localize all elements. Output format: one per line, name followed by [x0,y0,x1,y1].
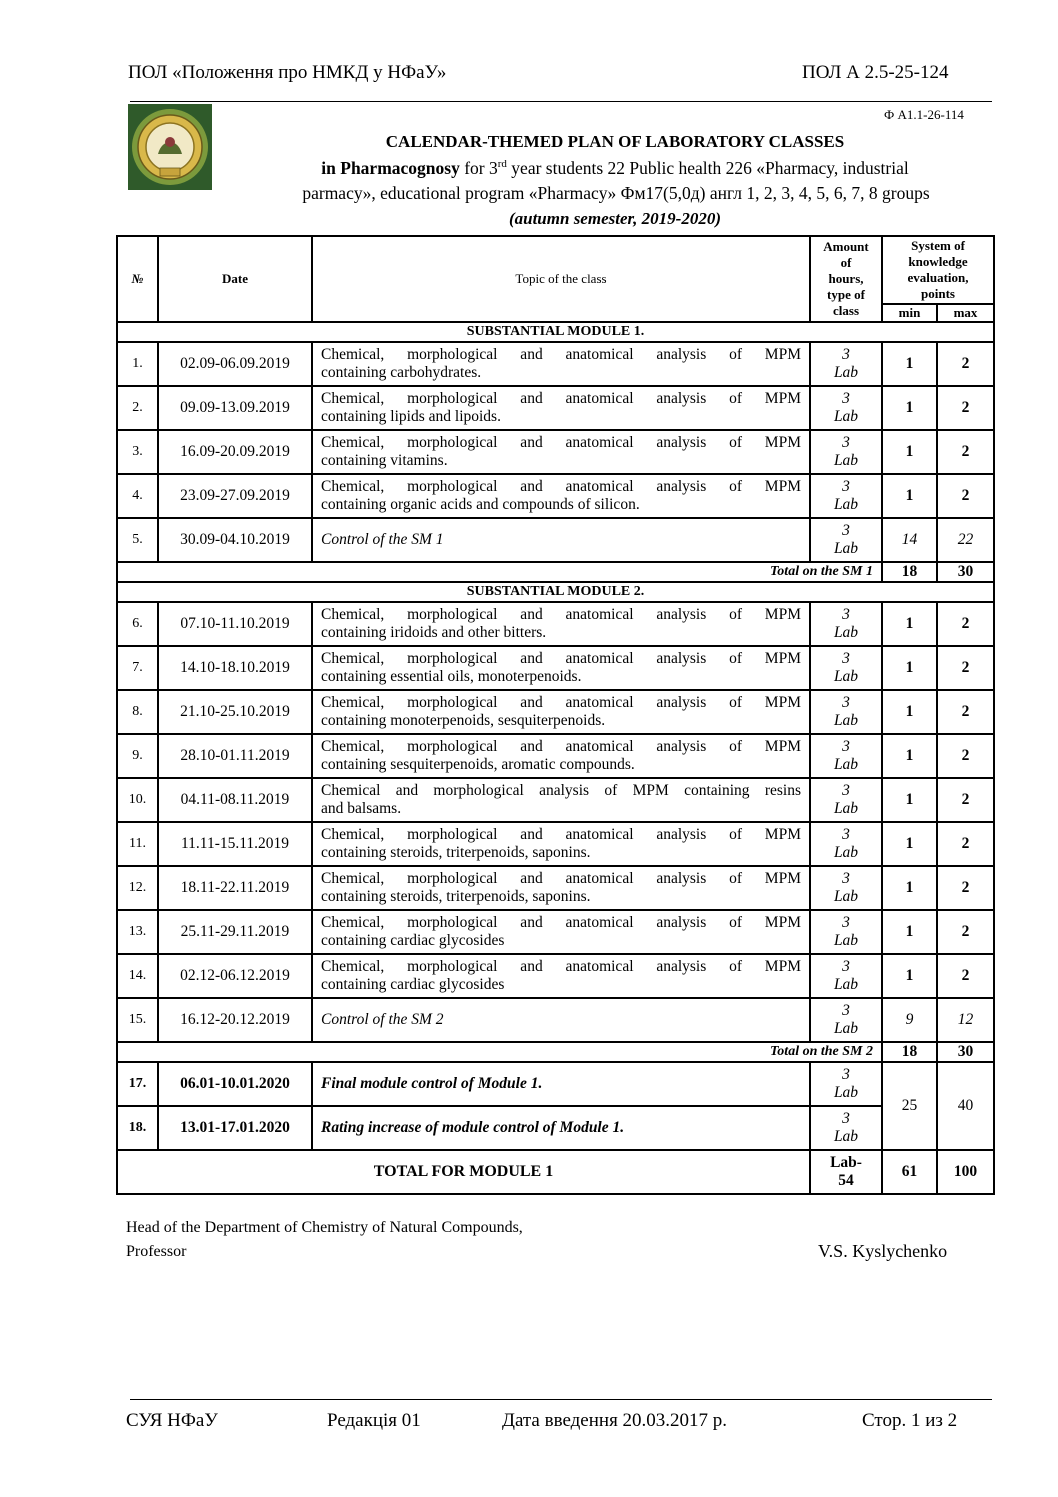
row-date: 23.09-27.09.2019 [158,474,312,518]
grand-total-hours-line2: 54 [838,1172,854,1189]
topic-line2: containing cardiac glycosides [321,976,505,993]
topic-line1: Chemical, morphological and anatomical analysis of MPM [321,826,801,843]
topic-line2: containing sesquiterpenoids, aromatic compounds. [321,756,635,773]
row-number: 18. [117,1106,158,1150]
row-date: 18.11-22.11.2019 [158,866,312,910]
row-number: 14. [117,954,158,998]
topic-cell [312,822,810,866]
table-row [117,954,994,998]
row-max-points: 2 [937,734,994,778]
col-header-date: Date [158,236,312,322]
class-type: Lab [833,1128,859,1145]
topic-line2: containing iridoids and other bitters. [321,624,547,641]
module-label: SUBSTANTIAL MODULE 2. [117,582,994,602]
grand-total-hours-line1: Lab- [830,1154,862,1171]
semester-text: (autumn semester, 2019-2020) [508,209,722,228]
col-header-min: min [882,304,937,322]
grand-total-row [117,1150,994,1194]
row-number: 1. [117,342,158,386]
class-hours: 3 [842,434,850,451]
row-max-points: 2 [937,866,994,910]
row-min-points: 1 [882,954,937,998]
row-min-points: 1 [882,690,937,734]
row-min-points: 1 [882,778,937,822]
class-type-cell [810,386,882,430]
class-type-cell [810,734,882,778]
row-max-points: 2 [937,646,994,690]
class-type: Lab [833,624,859,641]
row-date: 25.11-29.11.2019 [158,910,312,954]
subject-name: in Pharmacognosy [321,158,460,178]
topic-line1: Chemical, morphological and anatomical analysis of MPM [321,390,801,407]
table-row [117,822,994,866]
total-row [117,562,994,582]
row-min-points: 1 [882,866,937,910]
class-type-cell [810,1106,882,1150]
total-max-points: 30 [937,562,994,582]
col-header-max: max [937,304,994,322]
topic-line1: Chemical, morphological and anatomical analysis of MPM [321,914,801,931]
total-min-points: 18 [882,1042,937,1062]
class-type: Lab [833,756,859,773]
class-hours: 3 [842,914,850,931]
subtitle-part-a: for 3 [459,158,498,178]
class-hours: 3 [842,650,850,667]
class-type: Lab [833,932,859,949]
topic-line2: containing steroids, triterpenoids, saponins. [321,888,591,905]
row-min-points: 1 [882,386,937,430]
row-date: 02.12-06.12.2019 [158,954,312,998]
row-date: 14.10-18.10.2019 [158,646,312,690]
row-min-points: 1 [882,734,937,778]
class-type-cell [810,342,882,386]
topic-cell [312,342,810,386]
topic-cell [312,690,810,734]
class-type: Lab [833,364,859,381]
class-hours: 3 [842,694,850,711]
row-max-points: 2 [937,822,994,866]
topic-cell [312,646,810,690]
col-header-number: № [117,236,158,322]
table-row [117,866,994,910]
class-type: Lab [833,408,859,425]
topic-line2: containing lipids and lipoids. [321,408,501,425]
plan-title: CALENDAR-THEMED PLAN OF LABORATORY CLASSES [385,132,845,151]
row-number: 2. [117,386,158,430]
row-date: 16.09-20.09.2019 [158,430,312,474]
row-min-points: 14 [882,518,937,562]
footer-edition: Редакція 01 [327,1410,421,1431]
grand-total-label: TOTAL FOR MODULE 1 [117,1150,810,1194]
final-row [117,1106,994,1150]
topic-line2: and balsams. [321,800,402,817]
plan-subtitle-line1 [250,158,980,179]
topic-line2: containing monoterpenoids, sesquiterpenoids. [321,712,606,729]
row-date: 09.09-13.09.2019 [158,386,312,430]
university-logo [128,104,212,190]
row-date: 07.10-11.10.2019 [158,602,312,646]
topic-cell [312,474,810,518]
class-type-cell [810,866,882,910]
class-type-cell [810,998,882,1042]
row-min-points: 1 [882,910,937,954]
row-number: 5. [117,518,158,562]
class-type-cell [810,602,882,646]
topic-cell [312,430,810,474]
row-max-points: 2 [937,690,994,734]
row-date: 04.11-08.11.2019 [158,778,312,822]
class-type-cell [810,474,882,518]
topic-line2: containing vitamins. [321,452,448,469]
table-row [117,602,994,646]
topic-cell [312,910,810,954]
row-number: 6. [117,602,158,646]
topic-line1: Chemical, morphological and anatomical analysis of MPM [321,346,801,363]
signature-position: Head of the Department of Chemistry of Natural Compounds, [126,1219,523,1236]
total-max-points: 30 [937,1042,994,1062]
table-row [117,474,994,518]
topic-cell [312,386,810,430]
class-type: Lab [833,668,859,685]
topic-line2: containing steroids, triterpenoids, saponins. [321,844,591,861]
col-header-topic: Topic of the class [312,236,810,322]
class-hours: 3 [842,478,850,495]
col-header-system: System of knowledge evaluation, points [882,236,994,304]
footer-divider [130,1399,992,1400]
row-number: 3. [117,430,158,474]
grand-total-hours [810,1150,882,1194]
topic-line1: Chemical and morphological analysis of MPM containing resins [321,782,801,799]
class-hours: 3 [842,782,850,799]
header-document-title: ПОЛ «Положення про НМКД у НФаУ» [128,62,447,83]
class-type-cell [810,822,882,866]
signature-name: V.S. Kyslychenko [818,1241,948,1261]
row-date: 13.01-17.01.2020 [158,1106,312,1150]
row-max-points: 2 [937,386,994,430]
topic-line1: Chemical, morphological and anatomical analysis of MPM [321,870,801,887]
class-type-cell [810,646,882,690]
topic-line2: containing cardiac glycosides [321,932,505,949]
module-header [117,582,994,602]
total-label: Total on the SM 1 [117,562,882,582]
class-hours: 3 [842,606,850,623]
plan-semester [250,209,980,229]
table-row [117,342,994,386]
class-hours: 3 [842,870,850,887]
topic-cell [312,778,810,822]
class-type: Lab [833,452,859,469]
class-hours: 3 [842,1002,850,1019]
topic-line2: containing carbohydrates. [321,364,482,381]
row-date: 28.10-01.11.2019 [158,734,312,778]
topic-line1: Chemical, morphological and anatomical analysis of MPM [321,606,801,623]
header-divider [130,101,992,102]
table-row [117,386,994,430]
class-type-cell [810,778,882,822]
total-min-points: 18 [882,562,937,582]
row-max-points: 2 [937,954,994,998]
col-header-amount: Amount of hours, type of class [810,236,882,322]
class-type: Lab [833,496,859,513]
topic-line2: containing essential oils, monoterpenoids. [321,668,582,685]
row-number: 17. [117,1062,158,1106]
row-date: 11.11-15.11.2019 [158,822,312,866]
control-topic: Control of the SM 2 [312,998,810,1042]
row-min-points: 1 [882,430,937,474]
grand-total-min: 61 [882,1150,937,1194]
class-type: Lab [833,712,859,729]
row-date: 16.12-20.12.2019 [158,998,312,1042]
row-max-points: 2 [937,778,994,822]
footer-page: Стор. 1 из 2 [862,1410,958,1431]
row-number: 9. [117,734,158,778]
final-min-points: 25 [882,1062,937,1150]
class-type: Lab [833,976,859,993]
footer-date: Дата введення 20.03.2017 р. [502,1410,728,1431]
row-number: 7. [117,646,158,690]
row-max-points: 2 [937,430,994,474]
class-hours: 3 [842,738,850,755]
topic-line1: Chemical, morphological and anatomical analysis of MPM [321,694,801,711]
class-type-cell [810,954,882,998]
topic-line1: Chemical, morphological and anatomical analysis of MPM [321,650,801,667]
table-row [117,734,994,778]
row-date: 02.09-06.09.2019 [158,342,312,386]
row-min-points: 9 [882,998,937,1042]
topic-cell [312,866,810,910]
table-row [117,910,994,954]
final-topic: Rating increase of module control of Module 1. [312,1106,810,1150]
row-max-points: 2 [937,910,994,954]
class-type: Lab [833,1020,859,1037]
topic-line1: Chemical, morphological and anatomical analysis of MPM [321,478,801,495]
row-max-points: 12 [937,998,994,1042]
class-hours: 3 [842,390,850,407]
final-max-points: 40 [937,1062,994,1150]
final-row [117,1062,994,1106]
row-max-points: 2 [937,342,994,386]
class-type-cell [810,1062,882,1106]
grand-total-max: 100 [937,1150,994,1194]
row-max-points: 22 [937,518,994,562]
total-label: Total on the SM 2 [117,1042,882,1062]
table-row [117,430,994,474]
class-hours: 3 [842,1066,850,1083]
topic-line2: containing organic acids and compounds of silicon. [321,496,640,513]
row-min-points: 1 [882,602,937,646]
topic-cell [312,954,810,998]
class-type-cell [810,690,882,734]
table-row [117,690,994,734]
class-type: Lab [833,800,859,817]
subtitle-part-b: year students 22 Public health 226 «Pharmacy, industrial [506,158,909,178]
topic-line1: Chemical, morphological and anatomical analysis of MPM [321,434,801,451]
row-number: 4. [117,474,158,518]
row-number: 13. [117,910,158,954]
class-hours: 3 [842,958,850,975]
class-hours: 3 [842,346,850,363]
class-hours: 3 [842,522,850,539]
row-date: 30.09-04.10.2019 [158,518,312,562]
row-number: 11. [117,822,158,866]
topic-line1: Chemical, morphological and anatomical analysis of MPM [321,738,801,755]
topic-cell [312,602,810,646]
row-min-points: 1 [882,342,937,386]
row-date: 21.10-25.10.2019 [158,690,312,734]
topic-line1: Chemical, morphological and anatomical analysis of MPM [321,958,801,975]
table-row [117,646,994,690]
row-min-points: 1 [882,474,937,518]
class-type: Lab [833,1084,859,1101]
lab-classes-table [116,235,995,1195]
final-topic: Final module control of Module 1. [312,1062,810,1106]
row-max-points: 2 [937,474,994,518]
row-number: 15. [117,998,158,1042]
footer-system: СУЯ НФаУ [126,1410,218,1431]
module-header: SUBSTANTIAL MODULE 1. [117,322,994,342]
row-max-points: 2 [937,602,994,646]
row-min-points: 1 [882,646,937,690]
class-hours: 3 [842,1110,850,1127]
class-type: Lab [833,888,859,905]
total-row [117,1042,994,1062]
row-number: 12. [117,866,158,910]
class-hours: 3 [842,826,850,843]
class-type-cell [810,910,882,954]
row-number: 8. [117,690,158,734]
class-type: Lab [833,540,859,557]
header-document-code: ПОЛ А 2.5-25-124 [802,62,949,83]
table-row [117,778,994,822]
class-type-cell [810,518,882,562]
subtitle-sup: rd [497,158,507,171]
class-type: Lab [833,844,859,861]
signature-title: Professor [126,1243,187,1260]
row-min-points: 1 [882,822,937,866]
row-date: 06.01-10.01.2020 [158,1062,312,1106]
row-number: 10. [117,778,158,822]
control-topic: Control of the SM 1 [312,518,810,562]
control-row [117,518,994,562]
control-row [117,998,994,1042]
topic-cell [312,734,810,778]
form-code: Ф А1.1-26-114 [884,107,964,122]
plan-subtitle-line2: parmacy», educational program «Pharmacy» Фм17(5,0д) англ 1, 2, 3, 4, 5, 6, 7, 8 groups [302,183,930,203]
class-type-cell [810,430,882,474]
